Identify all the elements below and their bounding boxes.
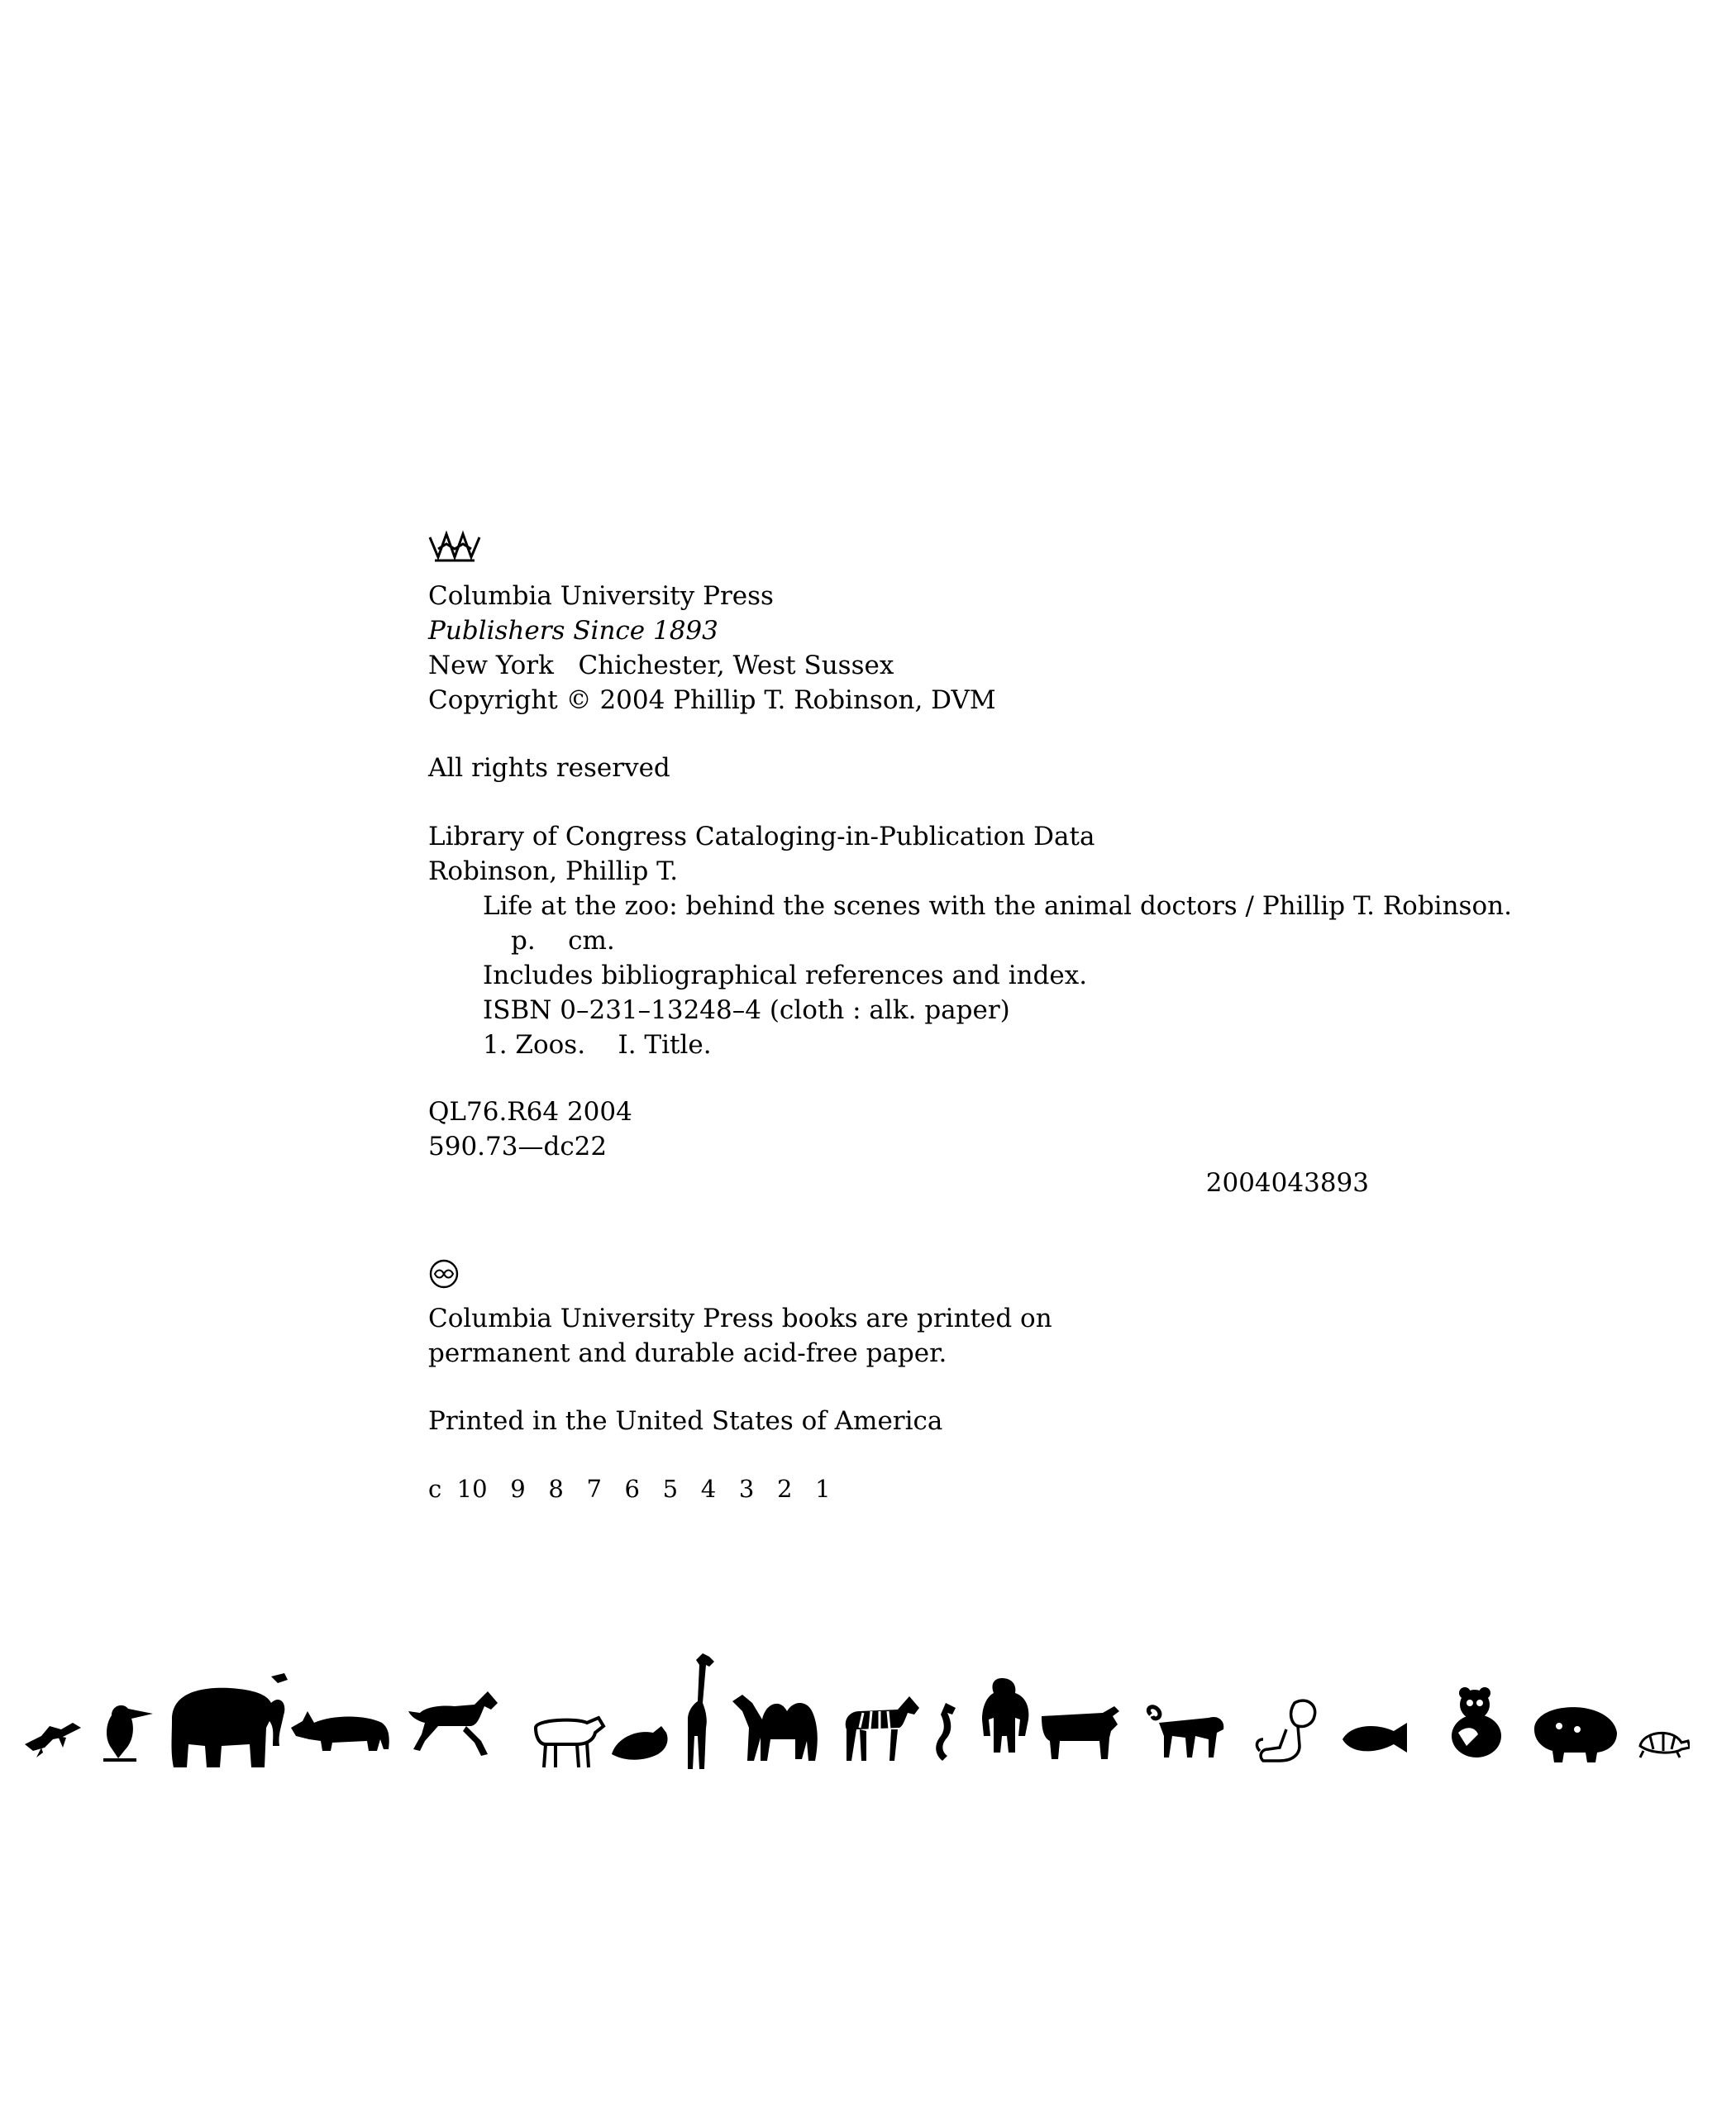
lizard-icon	[25, 1723, 81, 1757]
cip-block	[428, 819, 1586, 1062]
printing-number-line: c 10 9 8 7 6 5 4 3 2 1	[428, 1475, 831, 1503]
turtle-icon	[1640, 1733, 1690, 1757]
crown-icon	[427, 526, 483, 565]
print-line-block	[428, 1471, 831, 1506]
cip-heading: Library of Congress Cataloging-in-Publication Data	[428, 822, 1095, 851]
dewey-number: 590.73—dc22	[428, 1132, 608, 1161]
toucan-icon	[103, 1705, 153, 1762]
acid-free-paper-icon	[428, 1258, 460, 1290]
hippopotamus-icon	[1534, 1707, 1617, 1762]
classification-block	[428, 1095, 632, 1164]
cip-subjects: 1. Zoos. I. Title.	[483, 1030, 712, 1060]
cip-title: Life at the zoo: behind the scenes with the animal doctors / Phillip T. Robinson.	[483, 891, 1512, 921]
paper-block	[428, 1301, 1052, 1371]
rights-block	[428, 751, 670, 785]
bull-icon	[1042, 1706, 1119, 1759]
copyright-notice: Copyright © 2004 Phillip T. Robinson, DVM	[428, 685, 996, 715]
publisher-name: Columbia University Press	[428, 581, 774, 611]
paper-line-2: permanent and durable acid-free paper.	[428, 1338, 947, 1368]
zebra-icon	[846, 1696, 919, 1761]
rhinoceros-icon	[291, 1711, 389, 1751]
horse-icon	[408, 1691, 498, 1756]
fish-icon	[1343, 1723, 1407, 1753]
lion-icon	[1257, 1700, 1315, 1761]
animal-border	[17, 1653, 1690, 1777]
publisher-tagline: Publishers Since 1893	[428, 616, 718, 646]
cip-includes: Includes bibliographical references and index.	[483, 961, 1088, 990]
panda-icon	[1452, 1687, 1501, 1757]
monkey-icon	[1148, 1707, 1223, 1757]
paper-line-1: Columbia University Press books are printed on	[428, 1304, 1052, 1333]
rights-statement: All rights reserved	[428, 753, 670, 783]
cip-isbn: ISBN 0–231–13248–4 (cloth : alk. paper)	[483, 995, 1010, 1025]
sheep-icon	[536, 1718, 603, 1767]
camel-icon	[732, 1695, 818, 1761]
frog-icon	[612, 1726, 668, 1760]
lc-class-number: QL76.R64 2004	[428, 1097, 632, 1127]
seahorse-icon	[936, 1703, 956, 1761]
giraffe-icon	[688, 1653, 714, 1769]
publisher-locations: New York Chichester, West Sussex	[428, 651, 894, 680]
lccn-number: 2004043893	[1205, 1168, 1369, 1198]
elephant-icon	[172, 1673, 289, 1767]
cip-author: Robinson, Phillip T.	[428, 856, 679, 886]
printed-in: Printed in the United States of America	[428, 1406, 943, 1436]
gorilla-icon	[982, 1678, 1028, 1753]
printed-in-block	[428, 1404, 942, 1438]
cip-pages: p. cm.	[511, 926, 615, 956]
publisher-block	[428, 579, 996, 718]
